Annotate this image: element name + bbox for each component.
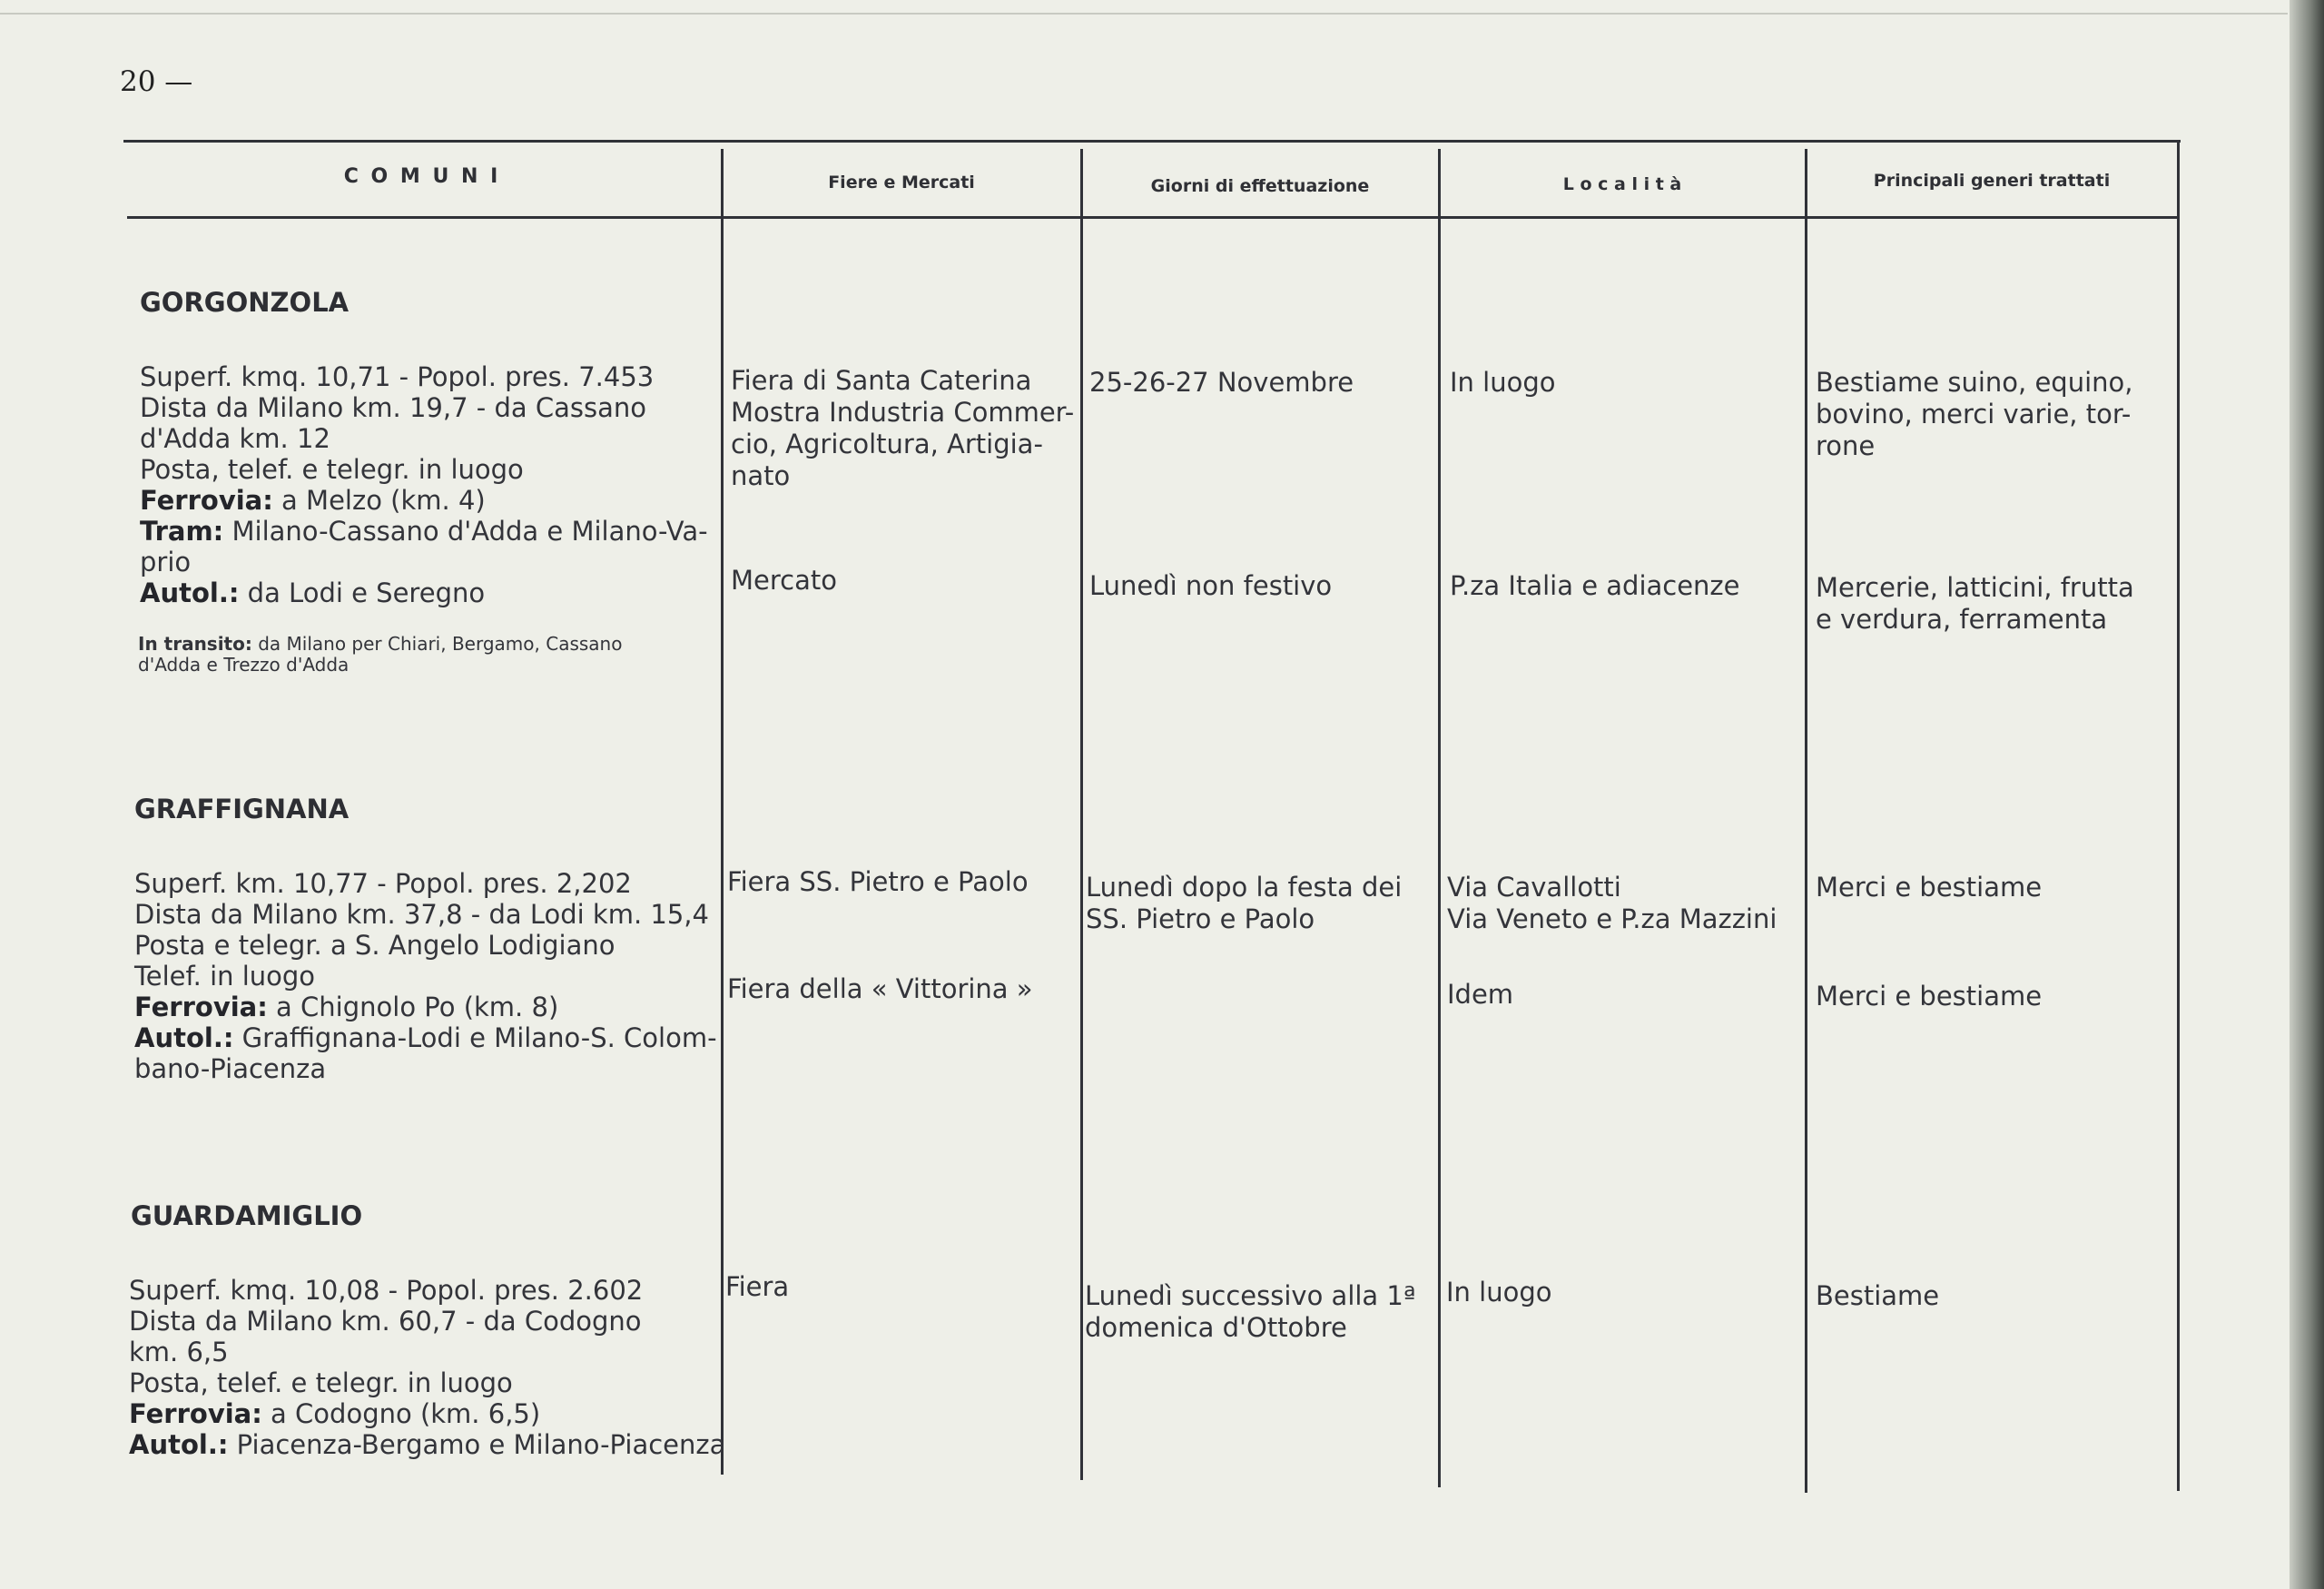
header-bottom-rule: [127, 216, 2179, 219]
tram-label: Tram:: [140, 516, 224, 547]
generi-cell: Bestiame: [1816, 1280, 1940, 1311]
fiera-cell: Fiera SS. Pietro e Paolo: [727, 866, 1029, 897]
tram-value: Milano-Cassano d'Adda e Milano-Va-: [223, 516, 708, 547]
localita-cell: In luogo: [1450, 367, 1556, 398]
localita-cell: In luogo: [1446, 1277, 1552, 1308]
generi-line: rone: [1816, 430, 1876, 461]
generi-cell: [1816, 367, 2170, 462]
fiera-line: Mostra Industria Commer-: [731, 397, 1075, 428]
ferrovia-value: a Melzo (km. 4): [272, 485, 486, 516]
tram-line-cont: prio: [140, 547, 192, 577]
giorni-line: SS. Pietro e Paolo: [1086, 903, 1315, 934]
comune-info-gorgonzola: [140, 361, 706, 608]
autol-line: [134, 1022, 717, 1053]
column-divider-3: [1438, 149, 1441, 1487]
comune-info-graffignana: [134, 868, 717, 1084]
generi-cell: Merci e bestiame: [1816, 872, 2043, 903]
ferrovia-line: [129, 1398, 706, 1429]
ferrovia-label: Ferrovia:: [134, 992, 268, 1022]
column-divider-1: [721, 149, 724, 1475]
generi-cell: [1816, 572, 2170, 636]
info-line: Posta e telegr. a S. Angelo Lodigiano: [134, 930, 615, 961]
comune-name-gorgonzola: GORGONZOLA: [140, 287, 350, 318]
fiera-cell: [731, 365, 1076, 492]
header-giorni: Giorni di effettuazione: [1150, 176, 1370, 196]
autol-label: Autol.:: [129, 1429, 229, 1460]
giorni-line: domenica d'Ottobre: [1085, 1312, 1347, 1343]
generi-cell: Merci e bestiame: [1816, 981, 2043, 1012]
transit-label: In transito:: [138, 633, 252, 655]
comune-name-guardamiglio: GUARDAMIGLIO: [131, 1200, 363, 1231]
giorni-cell: Lunedì non festivo: [1089, 570, 1333, 601]
column-divider-5: [2177, 140, 2180, 1491]
autol-value: da Lodi e Seregno: [239, 577, 486, 608]
autol-label: Autol.:: [140, 577, 240, 608]
fiera-cell: Fiera della « Vittorina »: [727, 973, 1033, 1004]
header-localita: L o c a l i t à: [1562, 174, 1682, 194]
header-comuni: C O M U N I: [343, 165, 501, 188]
fiera-cell: Mercato: [731, 565, 837, 596]
generi-line: Bestiame suino, equino,: [1816, 367, 2133, 398]
giorni-cell: [1086, 872, 1431, 935]
autol-line-cont: bano-Piacenza: [134, 1053, 327, 1084]
fiera-line: nato: [731, 460, 791, 491]
info-line: d'Adda km. 12: [140, 423, 330, 454]
autol-line: [140, 577, 706, 608]
localita-cell: P.za Italia e adiacenze: [1450, 570, 1740, 601]
page-number: 20 —: [120, 65, 193, 98]
info-line: km. 6,5: [129, 1337, 229, 1367]
info-line: Superf. kmq. 10,08 - Popol. pres. 2.602: [129, 1275, 644, 1306]
giorni-line: Lunedì successivo alla 1ª: [1085, 1280, 1416, 1311]
giorni-line: Lunedì dopo la festa dei: [1086, 872, 1403, 903]
transit-value: da Milano per Chiari, Bergamo, Cassano: [251, 633, 623, 655]
header-fiere-mercati: Fiere e Mercati: [828, 173, 975, 192]
giorni-cell: [1085, 1280, 1430, 1344]
ferrovia-value: a Chignolo Po (km. 8): [267, 992, 559, 1022]
transit-line-cont: d'Adda e Trezzo d'Adda: [138, 654, 350, 676]
autol-value: Piacenza-Bergamo e Milano-Piacenza: [228, 1429, 726, 1460]
tram-line: [140, 516, 706, 547]
generi-line: e verdura, ferramenta: [1816, 604, 2108, 635]
localita-cell: Idem: [1447, 979, 1514, 1010]
localita-line: Via Cavallotti: [1447, 872, 1621, 903]
comune-name-graffignana: GRAFFIGNANA: [134, 794, 350, 824]
fiera-line: cio, Agricoltura, Artigia-: [731, 429, 1043, 459]
ferrovia-label: Ferrovia:: [129, 1398, 262, 1429]
info-line: Dista da Milano km. 37,8 - da Lodi km. 15,4: [134, 899, 709, 930]
info-line: Posta, telef. e telegr. in luogo: [140, 454, 524, 485]
autol-value: Graffignana-Lodi e Milano-S. Colom-: [233, 1022, 717, 1053]
generi-line: bovino, merci varie, tor-: [1816, 399, 2132, 429]
table-top-rule: [123, 140, 2181, 143]
autol-label: Autol.:: [134, 1022, 234, 1053]
localita-line: Via Veneto e P.za Mazzini: [1447, 903, 1777, 934]
ferrovia-value: a Codogno (km. 6,5): [261, 1398, 541, 1429]
info-line: Telef. in luogo: [134, 961, 316, 992]
info-line: Superf. kmq. 10,71 - Popol. pres. 7.453: [140, 361, 655, 392]
comune-info-guardamiglio: [129, 1275, 726, 1460]
info-line: Dista da Milano km. 60,7 - da Codogno: [129, 1306, 642, 1337]
header-generi: Principali generi trattati: [1873, 171, 2111, 191]
fiera-line: Fiera di Santa Caterina: [731, 365, 1032, 396]
transit-line: [138, 634, 710, 655]
ferrovia-line: [134, 992, 706, 1022]
generi-line: Mercerie, latticini, frutta: [1816, 572, 2134, 603]
localita-cell: [1447, 872, 1801, 935]
info-line: Posta, telef. e telegr. in luogo: [129, 1367, 513, 1398]
top-edge-rule: [0, 13, 2288, 15]
fiera-cell: Fiera: [725, 1271, 790, 1302]
ferrovia-line: [140, 485, 706, 516]
column-divider-4: [1805, 149, 1807, 1493]
giorni-cell: 25-26-27 Novembre: [1089, 367, 1354, 398]
info-line: Dista da Milano km. 19,7 - da Cassano: [140, 392, 646, 423]
page-binding-shadow: [2290, 0, 2324, 1589]
comune-transit-gorgonzola: [138, 634, 710, 676]
info-line: Superf. km. 10,77 - Popol. pres. 2,202: [134, 868, 632, 899]
ferrovia-label: Ferrovia:: [140, 485, 273, 516]
autol-line: [129, 1429, 726, 1460]
column-divider-2: [1080, 149, 1083, 1480]
